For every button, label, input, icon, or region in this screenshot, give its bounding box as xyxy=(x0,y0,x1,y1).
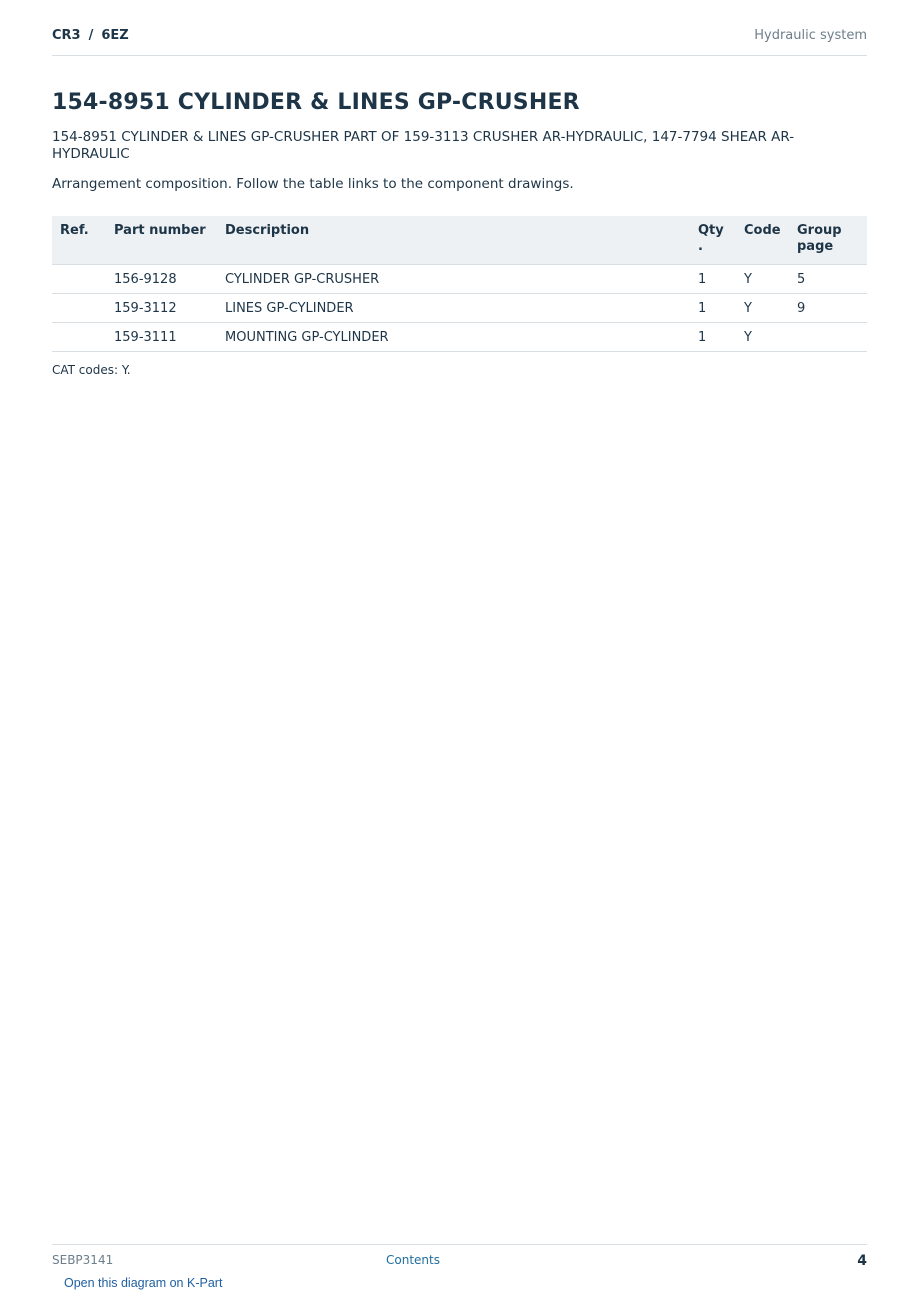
cat-codes-note: CAT codes: Y. xyxy=(52,363,131,377)
header-part-number: Part number xyxy=(106,216,217,265)
header-ref: Ref. xyxy=(52,216,106,265)
cell-description: LINES GP-CYLINDER xyxy=(217,294,690,323)
cell-description: CYLINDER GP-CRUSHER xyxy=(217,265,690,294)
cell-group-page[interactable]: 9 xyxy=(789,294,867,323)
table-row xyxy=(52,265,867,294)
parts-table xyxy=(52,216,867,352)
cell-ref xyxy=(52,323,106,352)
cell-part-number: 159-3111 xyxy=(106,323,217,352)
table-row xyxy=(52,323,867,352)
page-number: 4 xyxy=(857,1253,867,1269)
section-name: Hydraulic system xyxy=(754,28,867,43)
cell-ref xyxy=(52,294,106,323)
cell-part-number[interactable]: 159-3112 xyxy=(106,294,217,323)
header-code: Code xyxy=(736,216,789,265)
page-header xyxy=(52,28,867,56)
breadcrumb-serial[interactable]: 6EZ xyxy=(101,28,129,43)
page-subtitle: 154-8951 CYLINDER & LINES GP-CRUSHER PART OF 159-3113 CRUSHER AR-HYDRAULIC, 147-7794 SHEAR AR-HYDRAULIC xyxy=(52,129,795,162)
header-description: Description xyxy=(217,216,690,265)
cell-ref xyxy=(52,265,106,294)
page-title: 154-8951 CYLINDER & LINES GP-CRUSHER xyxy=(52,90,580,115)
breadcrumb-separator: / xyxy=(88,28,94,43)
contents-link[interactable]: Contents xyxy=(386,1253,440,1267)
kpart-link[interactable]: Open this diagram on K-Part xyxy=(64,1276,223,1290)
document-code: SEBP3141 xyxy=(52,1253,114,1267)
page-footer xyxy=(52,1244,867,1275)
cell-code: Y xyxy=(736,265,789,294)
cell-code: Y xyxy=(736,323,789,352)
cell-group-page xyxy=(789,323,867,352)
cell-qty: 1 xyxy=(690,323,736,352)
intro-text: Arrangement composition. Follow the table links to the component drawings. xyxy=(52,176,574,192)
header-group-page: Group page xyxy=(789,216,867,265)
cell-code: Y xyxy=(736,294,789,323)
cell-group-page[interactable]: 5 xyxy=(789,265,867,294)
cell-description: MOUNTING GP-CYLINDER xyxy=(217,323,690,352)
breadcrumb-model[interactable]: CR3 xyxy=(52,28,81,43)
breadcrumb xyxy=(52,28,129,43)
cell-qty: 1 xyxy=(690,294,736,323)
cell-part-number[interactable]: 156-9128 xyxy=(106,265,217,294)
table-row xyxy=(52,294,867,323)
table-header-row xyxy=(52,216,867,265)
header-qty: Qty . xyxy=(690,216,736,265)
cell-qty: 1 xyxy=(690,265,736,294)
parts-table-body xyxy=(52,265,867,352)
